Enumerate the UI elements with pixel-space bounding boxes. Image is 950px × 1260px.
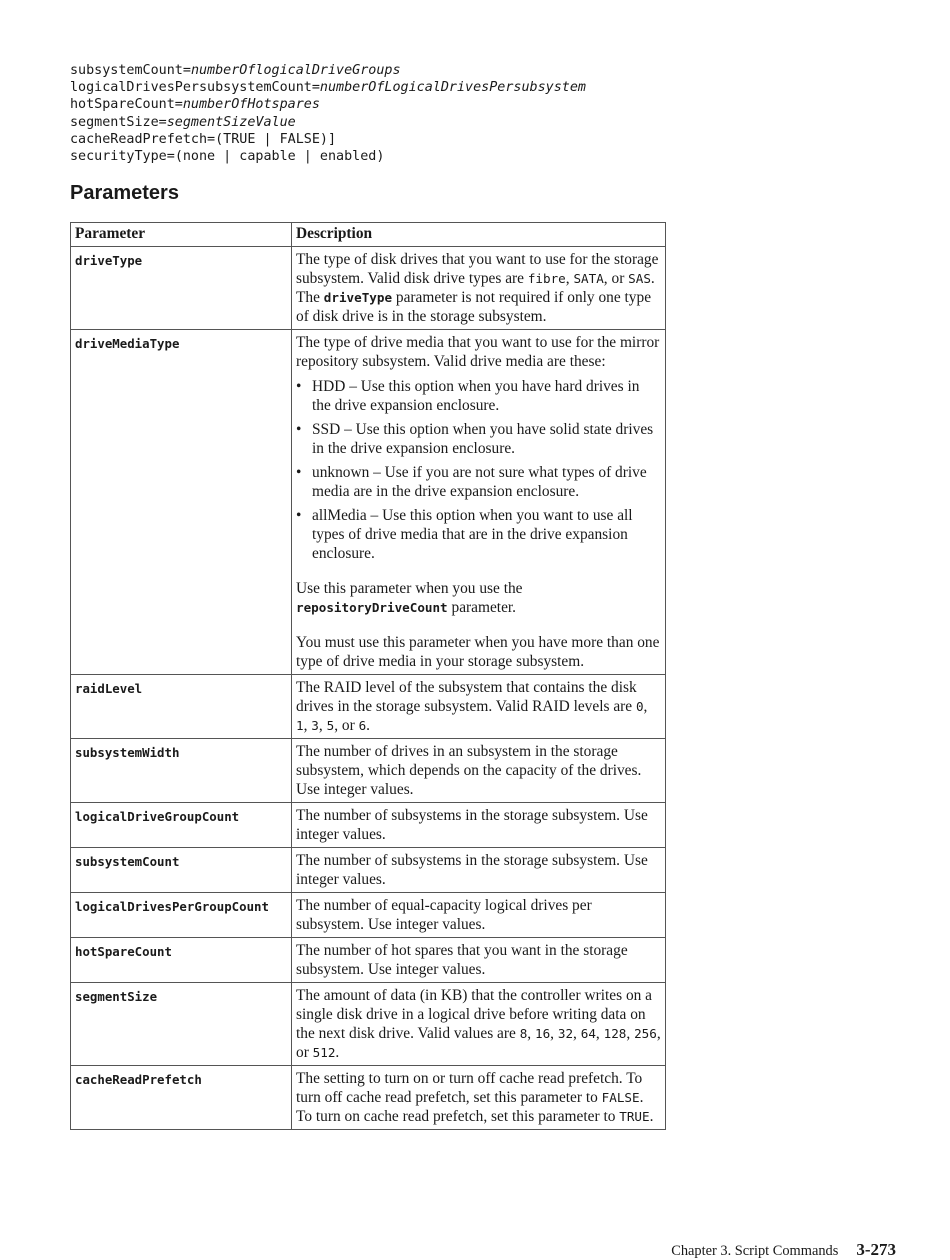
table-row — [71, 803, 666, 848]
text-run: parameter is not required if only one type of disk drive is in the storage subsystem. — [296, 289, 652, 325]
code-term: 0 — [635, 699, 644, 714]
text-run: , or — [296, 1025, 661, 1061]
text-run: Use this parameter when you use the — [296, 580, 523, 597]
syntax-line — [70, 131, 586, 148]
table-row — [71, 893, 666, 938]
code-term: 256 — [634, 1026, 657, 1041]
parameter-name: raidLevel — [71, 675, 292, 739]
text-run: , — [527, 1025, 535, 1042]
text-run: The number of subsystems in the storage subsystem. Use integer values. — [296, 852, 648, 888]
parameter-description — [292, 938, 666, 983]
bullet-icon: • — [296, 507, 302, 524]
parameter-name: driveType — [71, 247, 292, 330]
code-term: 1 — [296, 718, 304, 733]
syntax-key: cacheReadPrefetch= — [70, 131, 216, 147]
text-run: . — [335, 1044, 340, 1061]
bullet-icon: • — [296, 421, 302, 438]
description-paragraph — [296, 250, 661, 326]
list-item — [296, 420, 661, 458]
description-paragraph — [296, 1069, 661, 1126]
code-term: driveType — [323, 290, 393, 305]
description-paragraph — [296, 579, 661, 617]
text-run: , — [626, 1025, 635, 1042]
table-row — [71, 739, 666, 803]
text-run: , — [595, 1025, 604, 1042]
syntax-key: hotSpareCount= — [70, 97, 183, 113]
text-run: . To turn on cache read prefetch, set this parameter to — [296, 1089, 644, 1125]
text-run: parameter. — [447, 599, 517, 616]
table-row — [71, 330, 666, 675]
page-footer — [671, 1240, 896, 1260]
section-heading: Parameters — [70, 182, 179, 204]
syntax-key: logicalDrivesPersubsystemCount= — [70, 80, 320, 96]
syntax-value: numberOfLogicalDrivesPersubsystem — [319, 80, 586, 96]
parameter-description — [292, 848, 666, 893]
text-run: The number of equal-capacity logical drives per subsystem. Use integer values. — [296, 897, 592, 933]
text-run: . — [366, 717, 371, 734]
text-run: The number of subsystems in the storage subsystem. Use integer values. — [296, 807, 648, 843]
text-run: , or — [334, 717, 359, 734]
code-term: 128 — [603, 1026, 627, 1041]
parameter-description — [292, 247, 666, 330]
text-run: , — [550, 1025, 558, 1042]
list-item-text: unknown – Use if you are not sure what types of drive media are in the drive expansion enclosure. — [312, 464, 647, 500]
text-run: , — [643, 698, 648, 715]
bullet-icon: • — [296, 378, 302, 395]
description-paragraph — [296, 333, 661, 371]
description-paragraph — [296, 986, 661, 1062]
text-run: , — [573, 1025, 581, 1042]
syntax-key: segmentSize= — [70, 114, 167, 130]
page-number: 3-273 — [856, 1240, 896, 1259]
code-term: 5 — [326, 718, 335, 733]
code-term: 32 — [557, 1026, 574, 1041]
syntax-line — [70, 148, 586, 165]
text-run: The RAID level of the subsystem that contains the disk drives in the storage subsystem. Valid RAID levels are — [296, 679, 637, 715]
parameter-name: subsystemCount — [71, 848, 292, 893]
parameter-name: segmentSize — [71, 983, 292, 1066]
header-parameter: Parameter — [71, 223, 292, 247]
table-header-row — [71, 223, 666, 247]
text-run: , or — [603, 270, 629, 287]
parameter-name: logicalDriveGroupCount — [71, 803, 292, 848]
code-term: FALSE — [601, 1090, 640, 1105]
parameter-name: driveMediaType — [71, 330, 292, 675]
syntax-line — [70, 96, 586, 113]
code-term: SATA — [573, 271, 604, 286]
parameter-description — [292, 983, 666, 1066]
text-run: The amount of data (in KB) that the controller writes on a single disk drive in a logical drive before writing data on the next disk drive. Valid values are — [296, 987, 653, 1042]
header-description: Description — [292, 223, 666, 247]
list-item-text: SSD – Use this option when you have solid state drives in the drive expansion enclosure. — [312, 421, 654, 457]
syntax-key: securityType= — [70, 149, 175, 165]
syntax-line — [70, 62, 586, 79]
code-term: 6 — [358, 718, 367, 733]
parameter-description — [292, 1066, 666, 1130]
parameter-description — [292, 803, 666, 848]
parameter-description — [292, 330, 666, 675]
list-item-text: allMedia – Use this option when you want to use all types of drive media that are in the drive expansion enclosure. — [312, 507, 633, 562]
syntax-key: subsystemCount= — [70, 63, 191, 78]
parameter-name: logicalDrivesPerGroupCount — [71, 893, 292, 938]
text-run: . The — [296, 270, 655, 306]
text-run: The setting to turn on or turn off cache read prefetch. To turn off cache read prefetch, set this parameter to — [296, 1070, 643, 1106]
code-term: fibre — [527, 271, 566, 286]
syntax-value: (none | capable | enabled) — [174, 149, 385, 165]
list-item — [296, 377, 661, 415]
table-row — [71, 848, 666, 893]
code-term: 64 — [580, 1026, 596, 1041]
syntax-value: numberOfHotspares — [182, 97, 320, 113]
parameters-table — [70, 222, 666, 1130]
chapter-label: Chapter 3. Script Commands — [671, 1243, 839, 1259]
text-run: The number of hot spares that you want in the storage subsystem. Use integer values. — [296, 942, 628, 978]
syntax-line — [70, 79, 586, 96]
code-term: SAS — [628, 271, 651, 286]
parameter-description — [292, 739, 666, 803]
code-term: repositoryDriveCount — [296, 600, 448, 615]
syntax-block — [70, 62, 586, 165]
text-run: , — [303, 717, 312, 734]
table-row — [71, 1066, 666, 1130]
parameter-name: hotSpareCount — [71, 938, 292, 983]
description-paragraph — [296, 851, 661, 889]
list-item — [296, 506, 661, 563]
parameter-name: subsystemWidth — [71, 739, 292, 803]
parameter-description — [292, 675, 666, 739]
description-paragraph — [296, 678, 661, 735]
text-run: The type of drive media that you want to use for the mirror repository subsystem. Valid drive media are these: — [296, 334, 660, 370]
bullet-icon: • — [296, 464, 302, 481]
table-row — [71, 983, 666, 1066]
description-paragraph — [296, 633, 661, 671]
syntax-value: segmentSizeValue — [166, 114, 296, 130]
code-term: 3 — [311, 718, 319, 733]
text-run: You must use this parameter when you have more than one type of drive media in your storage subsystem. — [296, 634, 660, 670]
syntax-line — [70, 114, 586, 131]
code-term: TRUE — [619, 1109, 650, 1124]
table-row — [71, 938, 666, 983]
syntax-value: numberOflogicalDriveGroups — [190, 63, 401, 78]
description-paragraph — [296, 941, 661, 979]
syntax-value: (TRUE | FALSE)] — [215, 131, 337, 147]
code-term: 8 — [519, 1026, 528, 1041]
description-paragraph — [296, 806, 661, 844]
text-run: The type of disk drives that you want to use for the storage subsystem. Valid disk drive types are — [296, 251, 659, 287]
text-run: . — [649, 1108, 654, 1125]
code-term: 16 — [534, 1026, 551, 1041]
list-item — [296, 463, 661, 501]
parameter-description — [292, 893, 666, 938]
parameter-name: cacheReadPrefetch — [71, 1066, 292, 1130]
text-run: , — [318, 717, 327, 734]
code-term: 512 — [312, 1045, 336, 1060]
table-row — [71, 247, 666, 330]
description-paragraph — [296, 742, 661, 799]
media-type-list — [296, 377, 661, 563]
description-paragraph — [296, 896, 661, 934]
text-run: , — [565, 270, 574, 287]
text-run: The number of drives in an subsystem in the storage subsystem, which depends on the capacity of the drives. Use integer values. — [296, 743, 642, 798]
table-row — [71, 675, 666, 739]
list-item-text: HDD – Use this option when you have hard drives in the drive expansion enclosure. — [312, 378, 640, 414]
